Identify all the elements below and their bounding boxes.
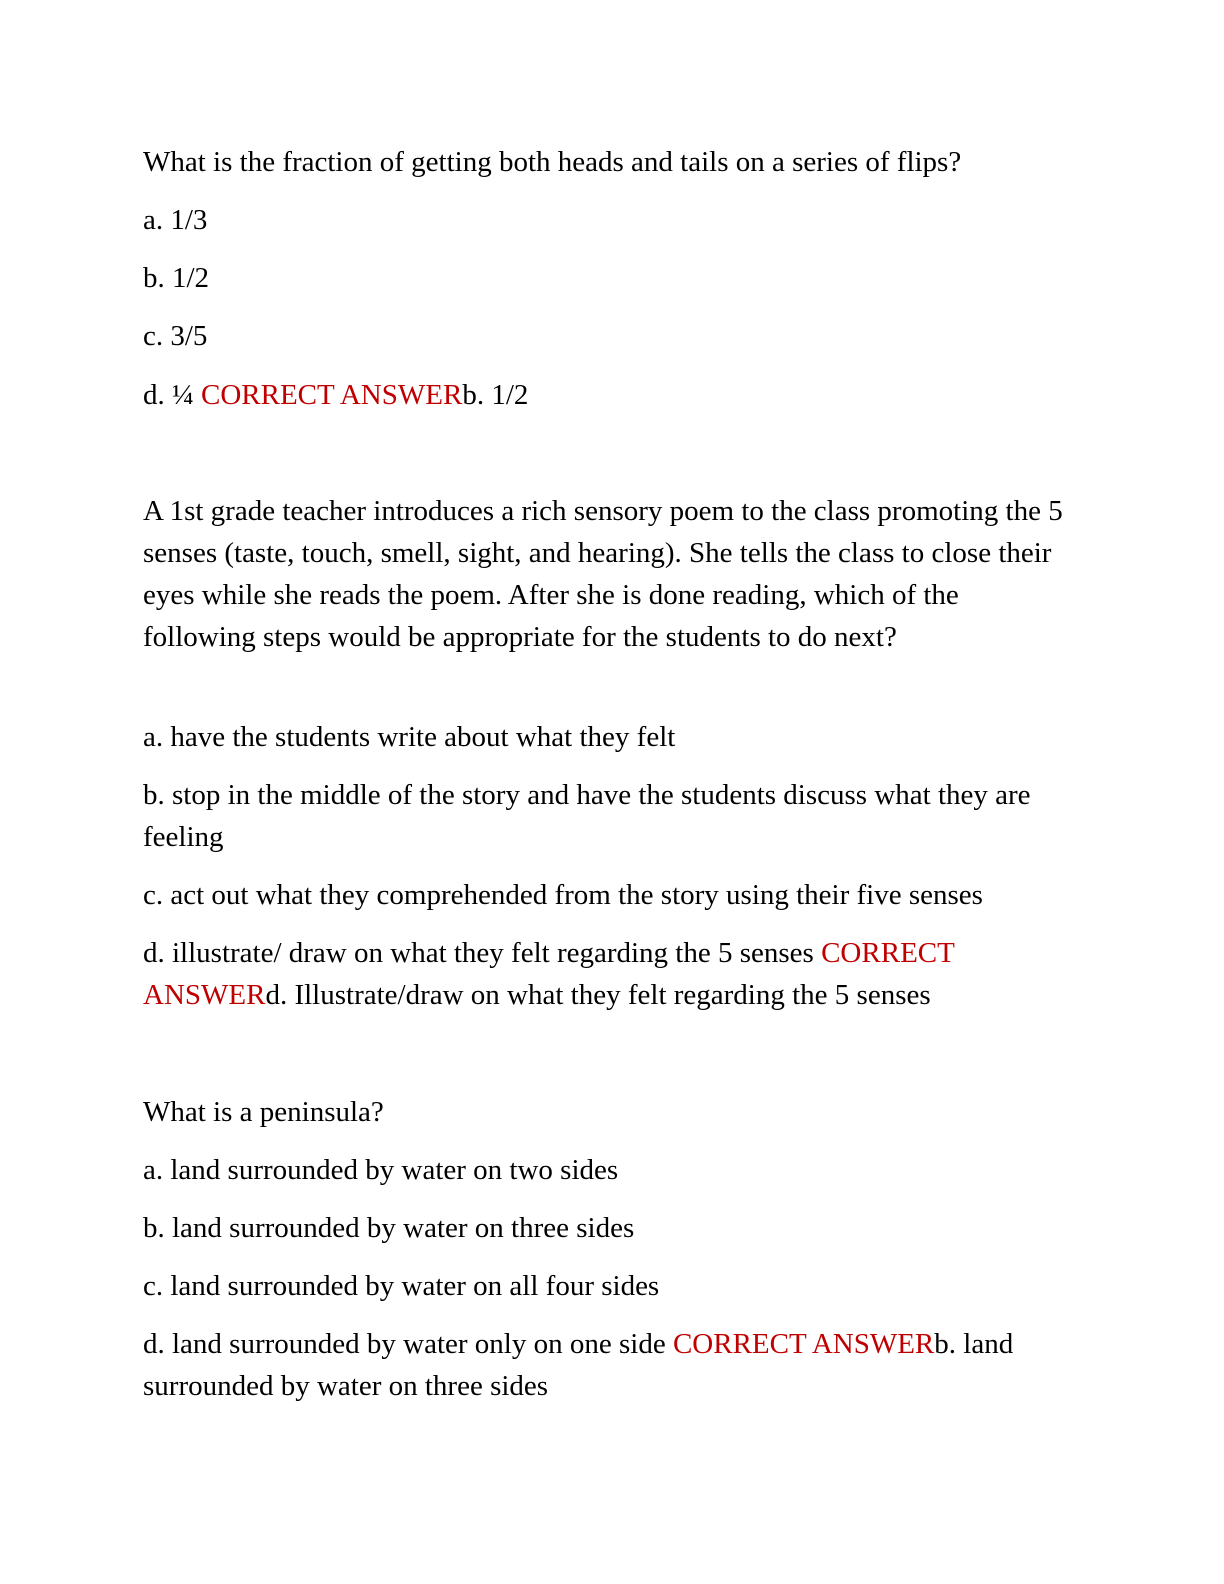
correct-answer-marker: CORRECT ANSWER: [201, 379, 463, 411]
question-3-option-d: [143, 1323, 1078, 1407]
option-d-text: d. land surrounded by water only on one side: [143, 1328, 673, 1360]
question-1-option-a: a. 1/3: [143, 204, 208, 236]
question-3-option-c: c. land surrounded by water on all four sides: [143, 1270, 660, 1302]
correct-answer: b. 1/2: [462, 379, 529, 411]
question-2-text: A 1st grade teacher introduces a rich sensory poem to the class promoting the 5 senses (taste, touch, smell, sight, and hearing). She tells the class to close their eyes while she reads the poem. After she is done reading, which of the following steps would be appropriate for the students to do next?: [143, 495, 1063, 653]
correct-answer: b. land surrounded by water on three sides: [143, 1328, 1014, 1402]
question-1-option-b: b. 1/2: [143, 262, 210, 294]
correct-answer-marker: CORRECT ANSWER: [143, 937, 955, 1011]
question-3-option-b: b. land surrounded by water on three sides: [143, 1212, 635, 1244]
correct-answer-marker: CORRECT ANSWER: [672, 1328, 935, 1360]
option-d-text: d. illustrate/ draw on what they felt regarding the 5 senses: [143, 937, 822, 969]
question-2-option-d: [143, 932, 1078, 1016]
question-1-option-d: [143, 374, 1078, 416]
question-2-option-a: a. have the students write about what they felt: [143, 721, 676, 753]
option-d-text: d. ¼: [143, 379, 201, 411]
question-2-option-b: b. stop in the middle of the story and have the students discuss what they are feeling: [143, 779, 1031, 853]
question-1-option-c: c. 3/5: [143, 320, 208, 352]
question-1-text: What is the fraction of getting both heads and tails on a series of flips?: [143, 146, 962, 178]
question-2-option-c: c. act out what they comprehended from the story using their five senses: [143, 879, 983, 911]
correct-answer: d. Illustrate/draw on what they felt regarding the 5 senses: [265, 979, 931, 1011]
question-3-text: What is a peninsula?: [143, 1096, 384, 1128]
question-3-option-a: a. land surrounded by water on two sides: [143, 1154, 619, 1186]
